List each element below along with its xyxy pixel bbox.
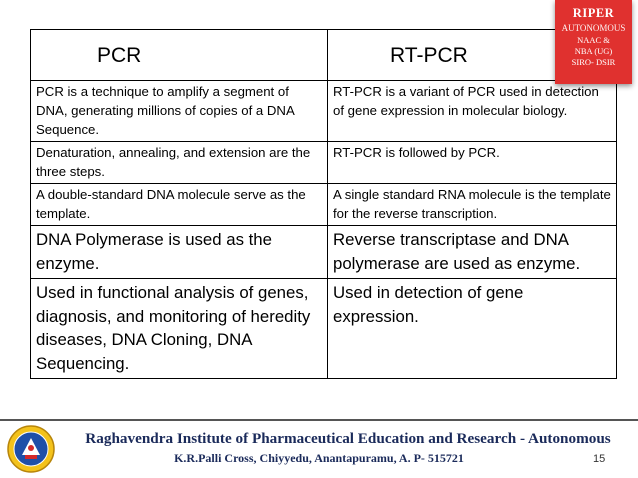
pcr-cell: Used in functional analysis of genes, diagnosis, and monitoring of heredity diseases, DNA Cloning, DNA Sequencing.: [31, 279, 328, 379]
table-row: [31, 279, 617, 379]
rt-pcr-cell: Reverse transcriptase and DNA polymerase are used as enzyme.: [328, 226, 617, 279]
table-row: [31, 226, 617, 279]
badge-autonomous: AUTONOMOUS: [561, 23, 626, 33]
badge-nba: NBA (UG): [574, 46, 613, 56]
table-row: [31, 81, 617, 142]
badge-naac: NAAC &: [577, 35, 610, 45]
badge-siro: SIRO- DSIR: [571, 57, 616, 67]
institute-logo-icon: [6, 424, 56, 474]
header-pcr: PCR: [31, 30, 328, 81]
riper-badge: [555, 0, 632, 84]
rt-pcr-cell: A single standard RNA molecule is the template for the reverse transcription.: [328, 184, 617, 226]
header-rt-pcr: RT-PCR: [328, 30, 617, 81]
page-number: 15: [593, 453, 606, 465]
pcr-cell: A double-standard DNA molecule serve as the template.: [31, 184, 328, 226]
header-row: [31, 30, 617, 81]
institution-name: Raghavendra Institute of Pharmaceutical Education and Research - Autonomous: [85, 430, 611, 447]
rt-pcr-cell: Used in detection of gene expression.: [328, 279, 617, 379]
footer-divider: [0, 419, 638, 421]
table-row: [31, 142, 617, 184]
rt-pcr-cell: RT-PCR is followed by PCR.: [328, 142, 617, 184]
pcr-cell: DNA Polymerase is used as the enzyme.: [31, 226, 328, 279]
institution-address: K.R.Palli Cross, Chiyyedu, Anantapuramu, A. P- 515721: [174, 451, 464, 465]
pcr-cell: Denaturation, annealing, and extension are the three steps.: [31, 142, 328, 184]
table-row: [31, 184, 617, 226]
rt-pcr-cell: RT-PCR is a variant of PCR used in detection of gene expression in molecular biology.: [328, 81, 617, 142]
pcr-cell: PCR is a technique to amplify a segment of DNA, generating millions of copies of a DNA Sequence.: [31, 81, 328, 142]
comparison-table: [30, 29, 617, 379]
badge-title: RIPER: [572, 6, 615, 20]
